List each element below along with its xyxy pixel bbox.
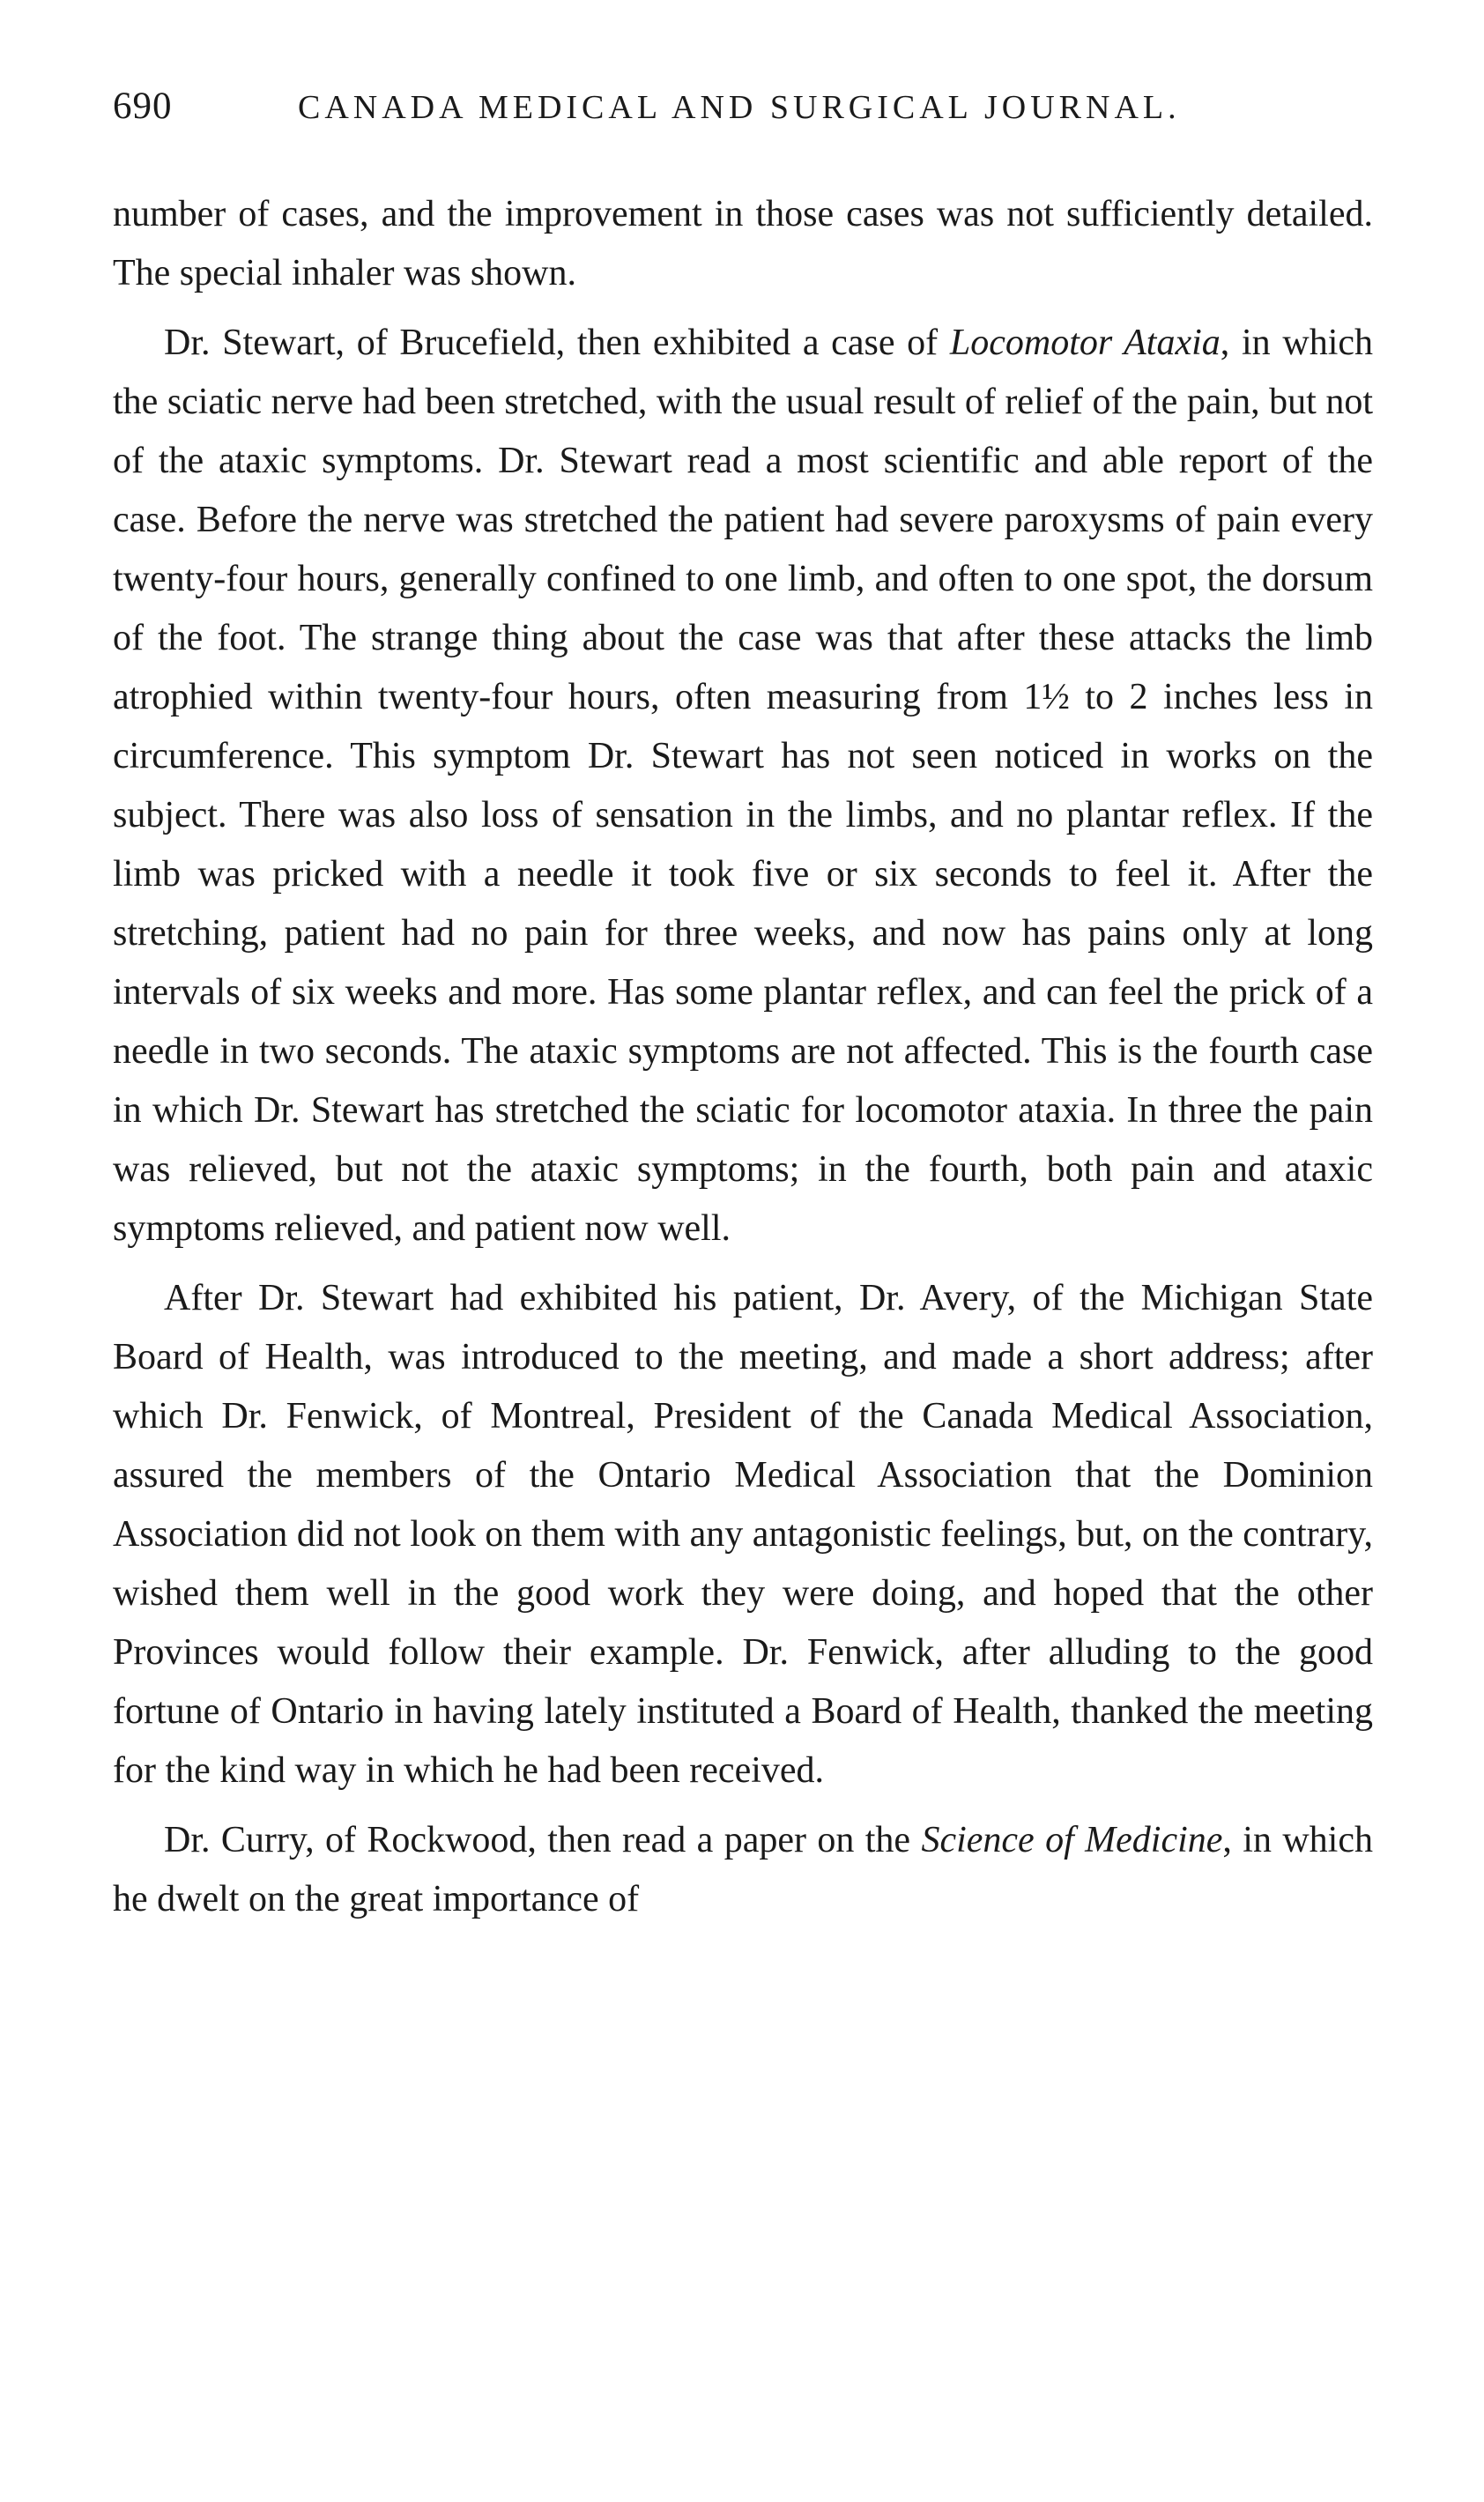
paragraph-3 (113, 1269, 1373, 1800)
paragraph-1 (113, 185, 1373, 303)
paragraph-text: , in which he dwelt on the great importance of (113, 1820, 1373, 1919)
running-head (113, 85, 1373, 146)
journal-title: CANADA MEDICAL AND SURGICAL JOURNAL. (298, 89, 1181, 126)
paragraph-text: Dr. Curry, of Rockwood, then read a paper on the (164, 1820, 922, 1860)
italic-term: Locomotor Ataxia (949, 323, 1221, 363)
paragraph-text: number of cases, and the improvement in those cases was not sufficiently detailed. The special inhaler was shown. (113, 194, 1373, 293)
article-body (113, 185, 1373, 1929)
paragraph-text: After Dr. Stewart had exhibited his patient, Dr. Avery, of the Michigan State Board of Health, was introduced to the meeting, and made a short address; after which Dr. Fenwick, of Montreal, President of the Canada Medical Association, assured the members of the Ontario Medical Association that the Dominion Association did not look on them with any antagonistic feelings, but, on the contrary, wished them well in the good work they were doing, and hoped that the other Provinces would follow their example. Dr. Fenwick, after alluding to the good fortune of Ontario in having lately instituted a Board of Health, thanked the meeting for the kind way in which he had been received. (113, 1278, 1373, 1791)
paragraph-text: Dr. Stewart, of Brucefield, then exhibited a case of (164, 323, 950, 363)
paragraph-2 (113, 314, 1373, 1258)
journal-page (113, 85, 1373, 1940)
paragraph-text: , in which the sciatic nerve had been stretched, with the usual result of relief of the pain, but not of the ataxic symptoms. Dr. Stewart read a most scientific and able report of the case. Before the nerve was stretched the patient had severe paroxysms of pain every twenty-four hours, generally confined to one limb, and often to one spot, the dorsum of the foot. The strange thing about the case was that after these attacks the limb atrophied within twenty-four hours, often measuring from 1½ to 2 inches less in circumference. This symptom Dr. Stewart has not seen noticed in works on the subject. There was also loss of sensation in the limbs, and no plantar reflex. If the limb was pricked with a needle it took five or six seconds to feel it. After the stretching, patient had no pain for three weeks, and now has pains only at long intervals of six weeks and more. Has some plantar reflex, and can feel the prick of a needle in two seconds. The ataxic symptoms are not affected. This is the fourth case in which Dr. Stewart has stretched the sciatic for locomotor ataxia. In three the pain was relieved, but not the ataxic symptoms; in the fourth, both pain and ataxic symptoms relieved, and patient now well. (113, 323, 1374, 1249)
paragraph-4 (113, 1811, 1373, 1929)
page-number: 690 (113, 85, 173, 127)
italic-term: Science of Medicine (921, 1820, 1223, 1860)
